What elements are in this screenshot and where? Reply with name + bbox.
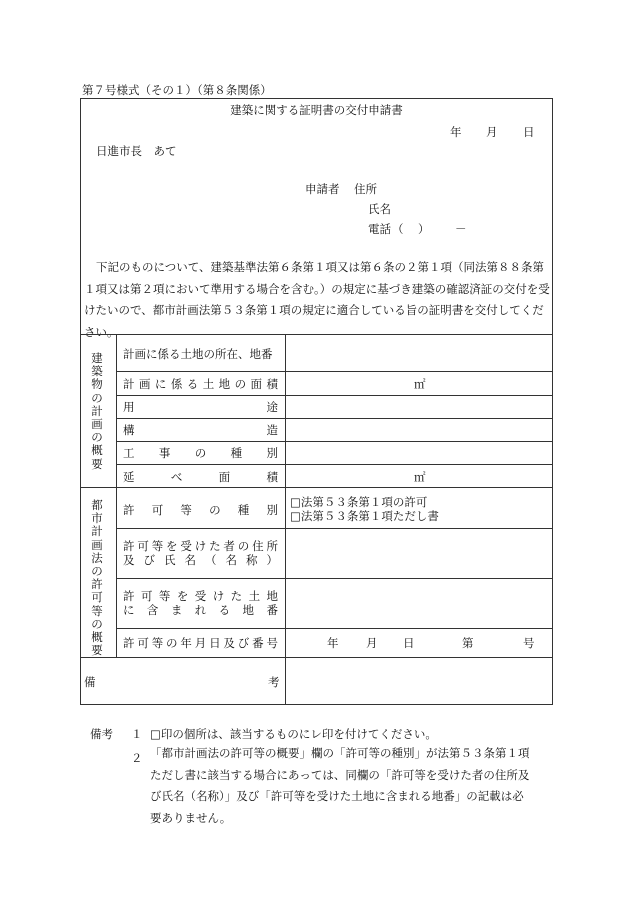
phone-close-paren: ） [418,222,430,236]
row-permit-holder-line2: 及 び 氏 名 （ 名 称 ） [123,553,278,567]
date-day-label: 日 [523,125,535,139]
row-permit-land-line1: 許 可 等 を 受 け た 土 地 [123,589,278,603]
remarks-left-label: 備 [84,675,96,689]
remarks-right-label: 考 [268,675,280,689]
applicant-address-label: 住所 [354,182,377,196]
row-permit-holder-line1: 許 可 等 を 受 け た 者 の 住 所 [123,539,278,553]
section-line [80,487,553,488]
floor-area-unit: ㎡ [414,470,426,484]
row-line [116,371,553,372]
note-1-text: □印の個所は、該当するものにレ印を付けてください。 [150,727,437,741]
land-area-unit: ㎡ [414,377,426,391]
permit-number-suffix: 号 [523,636,535,650]
section2-label: 都 市 計 画 法 の 許 可 等 の 概 要 [91,498,103,658]
note-2-number: ２ [131,751,143,765]
row-line [116,464,553,465]
date-month-label: 月 [486,125,498,139]
col-line [285,334,286,705]
date-year-label: 年 [450,125,462,139]
permit-date-day: 日 [403,636,415,650]
row-line [116,395,553,396]
notes-heading: 備考 [90,727,113,741]
phone-dash: － [455,222,467,236]
row-structure-label: 構 造 [123,423,278,437]
row-work-type-label: 工 事 の 種 別 [123,446,278,460]
col-line [116,334,117,657]
applicant-label: 申請者 [305,182,340,196]
row-line [116,418,553,419]
row-floor-area-label: 延 べ 面 積 [123,470,278,484]
row-permit-date-label: 許 可 等 の 年 月 日 及 び 番 号 [123,636,278,650]
permit-option-53-1[interactable]: □法第５３条第１項の許可 [290,495,428,509]
permit-date-year: 年 [327,636,339,650]
form-title: 建築に関する証明書の交付申請書 [230,103,403,117]
note-1-number: １ [131,727,143,741]
row-land-location-label: 計画に係る土地の所在、地番 [123,347,273,361]
applicant-name-label: 氏名 [368,202,391,216]
table-top-line [80,334,553,335]
row-permit-land-line2: に 含 ま れ る 地 番 [123,603,278,617]
row-permit-type-label: 許 可 等 の 種 別 [123,503,278,517]
note-2-text: 「都市計画法の許可等の概要」欄の「許可等の種別」が法第５３条第１項ただし書に該当する場合にあっては、同欄の「許可等を受けた者の住所及び氏名（名称）」及び「許可等を受けた土地に含まれる地番」の記載は必要ありません。 [150,746,530,825]
row-line [116,528,553,529]
row-line [116,628,553,629]
addressee: 日進市長 あて [96,144,177,158]
section1-label: 建 築 物 の 計 画 の 概 要 [91,351,103,471]
row-line [116,578,553,579]
permit-date-month: 月 [366,636,378,650]
row-line [116,441,553,442]
request-text: 下記のものについて、建築基準法第６条第１項又は第６条の２第１項（同法第８８条第１項又は第２項において準用する場合を含む。）の規定に基づき建築の確認済証の交付を受けたいので、都市計画法第５３条第１項の規定に適合している旨の証明書を交付してください。 [84,260,550,339]
row-use-label: 用 途 [123,400,278,414]
applicant-phone-label: 電話 [368,222,391,236]
permit-number-prefix: 第 [462,636,474,650]
row-land-area-label: 計 画 に 係 る 土 地 の 面 積 [123,377,278,391]
permit-option-53-1-proviso[interactable]: □法第５３条第１項ただし書 [290,509,439,523]
phone-open-paren: （ [392,222,404,236]
form-label: 第７号様式（その１）（第８条関係） [82,83,272,97]
section-line [80,657,553,658]
